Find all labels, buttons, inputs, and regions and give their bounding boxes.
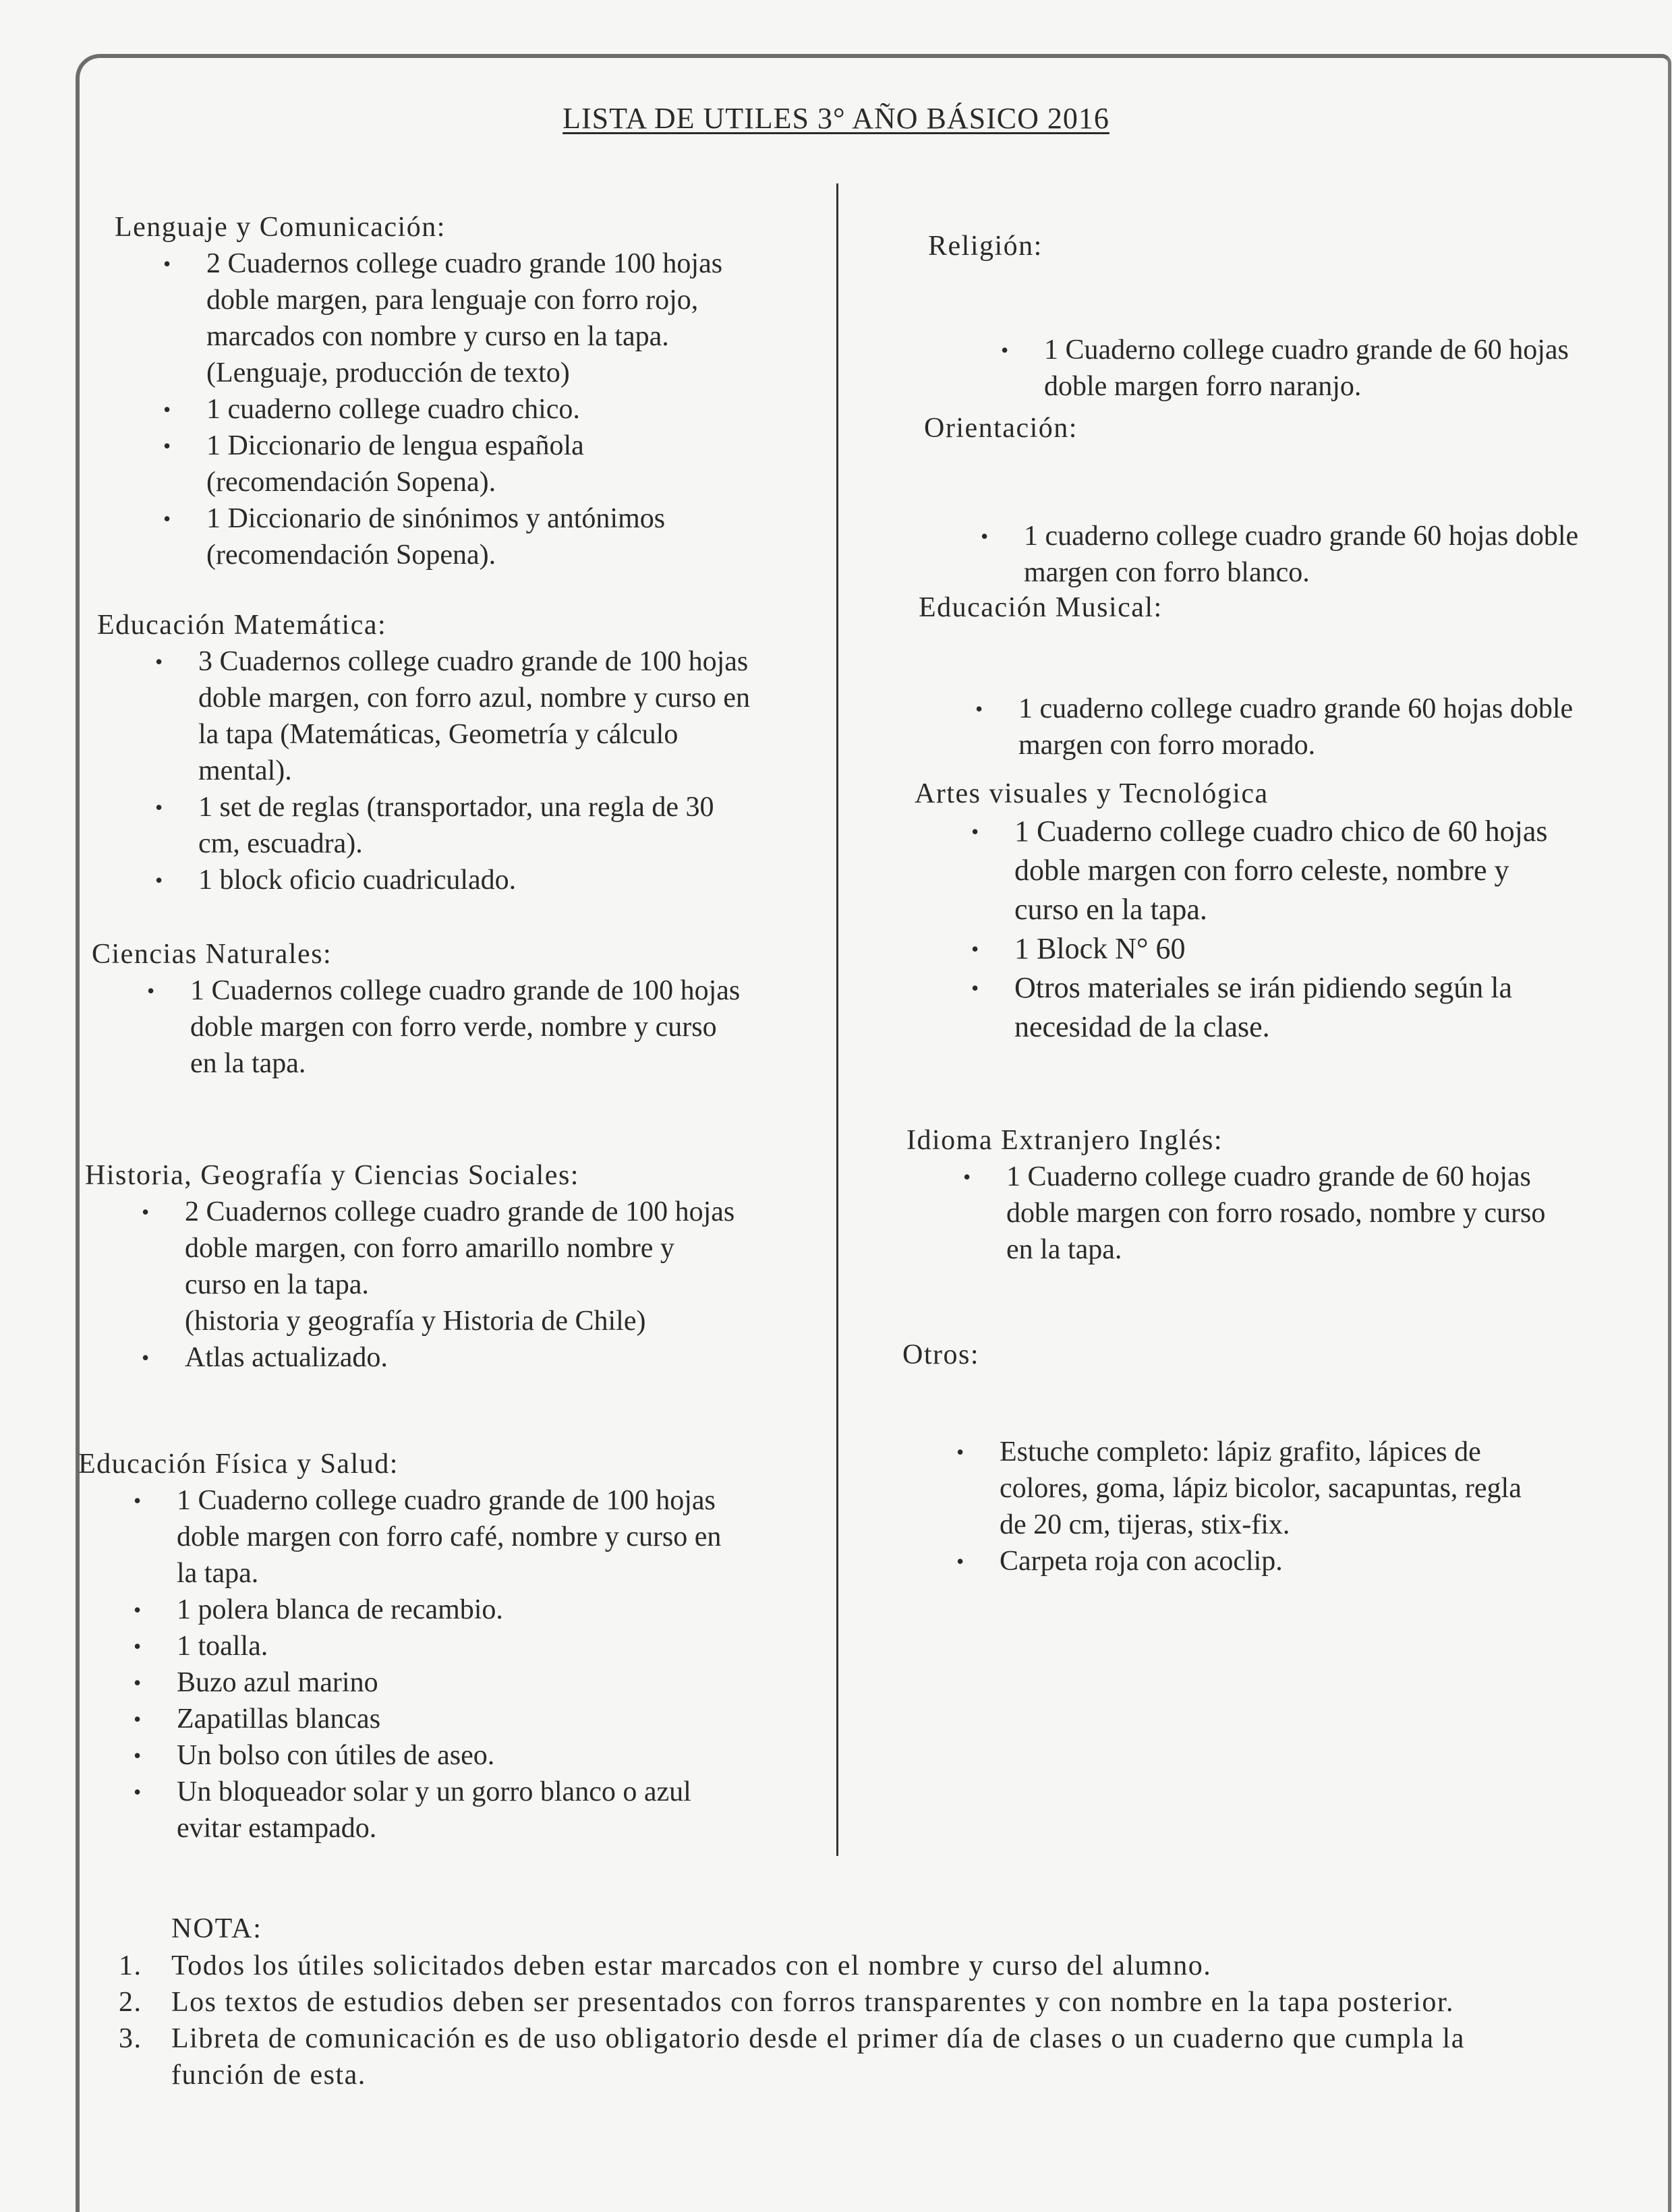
list-item: • 1 Cuaderno college cuadro grande de 60 hojas doble margen con forro rosado, nombre y curso en la tapa. (1006, 1159, 1545, 1268)
column-divider (836, 183, 838, 1856)
list-item: • Un bolso con útiles de aseo. (177, 1737, 721, 1774)
section-heading: Educación Musical: (919, 592, 1163, 623)
list-item: • 1 block oficio cuadriculado. (198, 862, 750, 898)
section-matematica (97, 607, 750, 898)
section-religion (928, 228, 1569, 405)
list-item: • 3 Cuadernos college cuadro grande de 100 hojas doble margen, con forro azul, nombre y curso en la tapa (Matemáticas, Geometría y cálculo mental). (198, 643, 750, 789)
nota-item: 1. Todos los útiles solicitados deben estar marcados con el nombre y curso del alumno. (119, 1950, 1212, 1981)
section-heading: Educación Física y Salud: (78, 1449, 399, 1480)
list-item: • 1 Cuaderno college cuadro grande de 60 hojas doble margen forro naranjo. (1044, 332, 1569, 405)
section-heading: Orientación: (924, 413, 1078, 444)
section-historia (85, 1157, 734, 1376)
section-heading: Artes visuales y Tecnológica (915, 778, 1269, 809)
nota-item: 3. Libreta de comunicación es de uso obligatorio desde el primer día de clases o un cuaderno que cumpla la función de esta. (119, 2023, 1465, 2091)
list-item: • Un bloqueador solar y un gorro blanco o azul evitar estampado. (177, 1774, 721, 1846)
section-heading: Idioma Extranjero Inglés: (906, 1125, 1223, 1156)
section-heading: Historia, Geografía y Ciencias Sociales: (85, 1160, 579, 1191)
section-artes-visuales (915, 776, 1548, 1047)
section-ciencias-naturales (92, 936, 740, 1082)
section-educacion-fisica (78, 1446, 721, 1846)
list-item: • Otros materiales se irán pidiendo según la necesidad de la clase. (1014, 968, 1548, 1047)
list-item: • 1 toalla. (177, 1628, 721, 1664)
list-item: • 1 cuaderno college cuadro grande 60 hojas doble margen con forro morado. (1018, 691, 1573, 763)
list-item: • Zapatillas blancas (177, 1701, 721, 1737)
list-item: • 1 Cuaderno college cuadro chico de 60 hojas doble margen con forro celeste, nombre y curso en la tapa. (1014, 812, 1548, 929)
nota-section (94, 1910, 1619, 2093)
list-item: • 1 set de reglas (transportador, una regla de 30 cm, escuadra). (198, 789, 750, 862)
list-item: • 2 Cuadernos college cuadro grande de 100 hojas doble margen, con forro amarillo nombre y curso en la tapa. (historia y geografía y Historia de Chile) (185, 1194, 734, 1339)
list-item: • Buzo azul marino (177, 1664, 721, 1701)
list-item: • 2 Cuadernos college cuadro grande 100 hojas doble margen, para lenguaje con forro rojo, marcados con nombre y curso en la tapa. (Lenguaje, producción de texto) (206, 245, 722, 391)
section-heading: Ciencias Naturales: (92, 939, 333, 970)
section-lenguaje (115, 209, 722, 573)
list-item: • 1 Cuaderno college cuadro grande de 100 hojas doble margen con forro café, nombre y curso en la tapa. (177, 1482, 721, 1592)
section-heading: Lenguaje y Comunicación: (115, 212, 446, 243)
section-heading: Religión: (928, 231, 1043, 262)
list-item: • 1 cuaderno college cuadro chico. (206, 391, 722, 428)
section-heading: Otros: (902, 1339, 979, 1370)
list-item: • 1 Block N° 60 (1014, 929, 1548, 968)
section-musical (919, 589, 1573, 763)
nota-heading: NOTA: (171, 1913, 262, 1944)
list-item: • 1 polera blanca de recambio. (177, 1592, 721, 1628)
page-title: LISTA DE UTILES 3° AÑO BÁSICO 2016 (563, 102, 1109, 135)
list-item: • Atlas actualizado. (185, 1339, 734, 1376)
list-item: • Carpeta roja con acoclip. (1000, 1543, 1522, 1579)
list-item: • 1 Diccionario de sinónimos y antónimos (recomendación Sopena). (206, 500, 722, 573)
section-otros (902, 1337, 1522, 1579)
section-orientacion (924, 410, 1578, 591)
list-item: • Estuche completo: lápiz grafito, lápices de colores, goma, lápiz bicolor, sacapuntas, regla de 20 cm, tijeras, stix-fix. (1000, 1434, 1522, 1543)
list-item: • 1 Cuadernos college cuadro grande de 100 hojas doble margen con forro verde, nombre y curso en la tapa. (190, 972, 740, 1082)
list-item: • 1 cuaderno college cuadro grande 60 hojas doble margen con forro blanco. (1024, 518, 1578, 591)
section-ingles (906, 1122, 1545, 1268)
section-heading: Educación Matemática: (97, 610, 387, 641)
list-item: • 1 Diccionario de lengua española (recomendación Sopena). (206, 428, 722, 500)
nota-item: 2. Los textos de estudios deben ser presentados con forros transparentes y con nombre en la tapa posterior. (119, 1987, 1454, 2018)
